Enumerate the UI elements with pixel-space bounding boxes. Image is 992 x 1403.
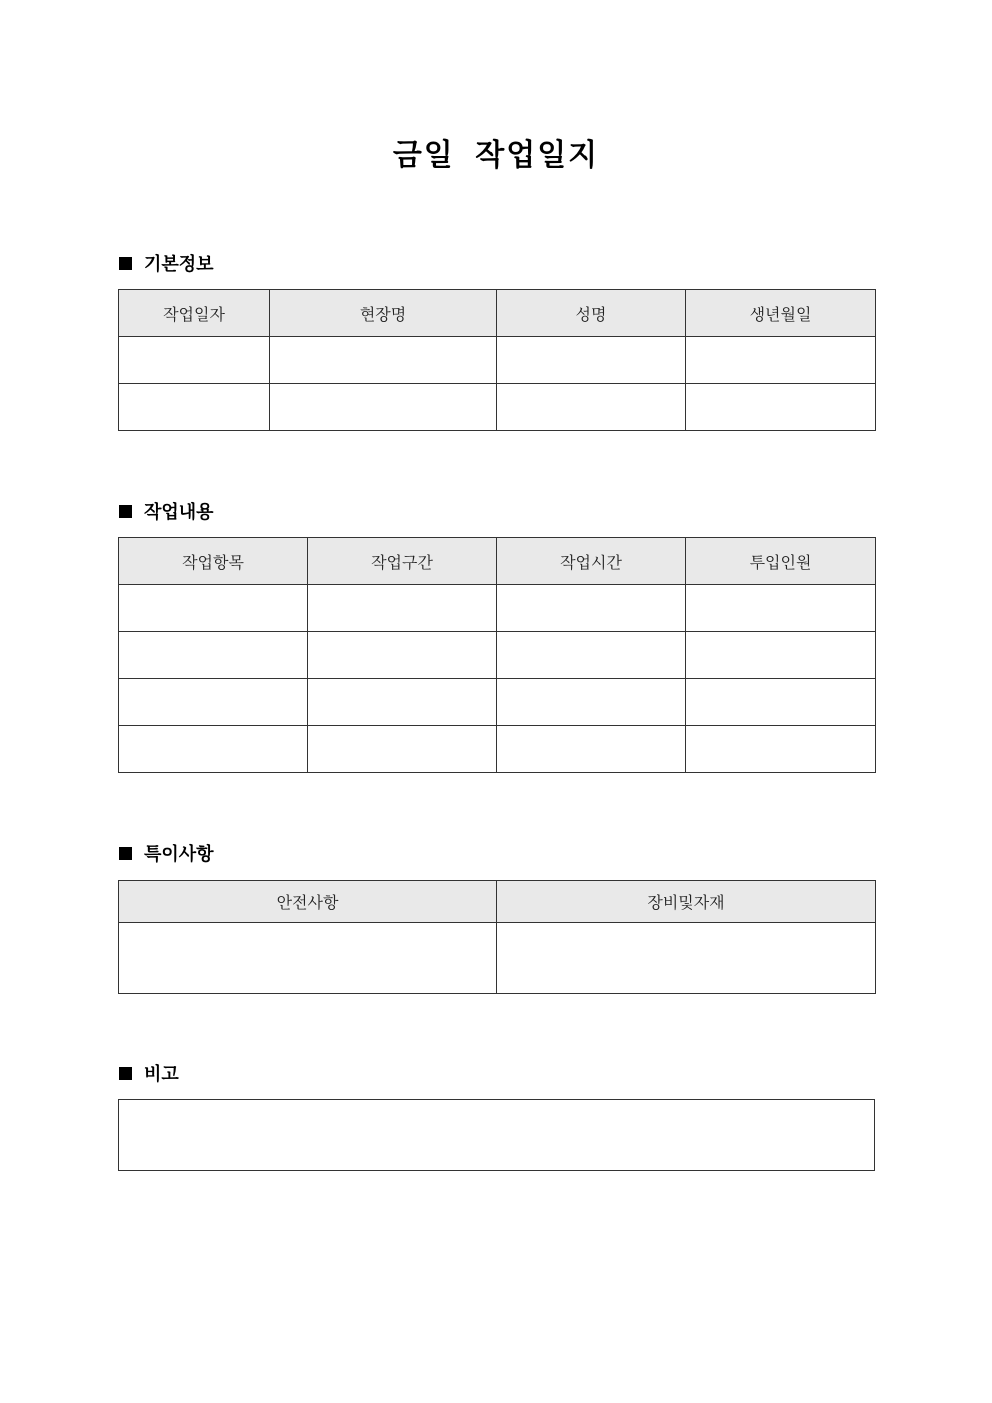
input-cell-name[interactable] (497, 384, 686, 431)
table-row (119, 384, 876, 431)
section-heading-label: 작업내용 (144, 502, 214, 523)
input-cell-work-item[interactable] (119, 632, 308, 679)
column-header-personnel: 투입인원 (686, 538, 876, 585)
column-header-equipment-materials: 장비및자재 (497, 881, 876, 923)
section-heading-label: 기본정보 (144, 254, 214, 275)
input-cell-work-item[interactable] (119, 585, 308, 632)
remarks-input-box[interactable] (118, 1099, 875, 1171)
input-cell-birth-date[interactable] (686, 384, 876, 431)
input-cell-work-section[interactable] (308, 585, 497, 632)
input-cell-work-item[interactable] (119, 679, 308, 726)
input-cell-site-name[interactable] (270, 384, 497, 431)
input-cell-work-item[interactable] (119, 726, 308, 773)
table-row (119, 726, 876, 773)
column-header-site-name: 현장명 (270, 290, 497, 337)
input-cell-work-section[interactable] (308, 632, 497, 679)
input-cell-personnel[interactable] (686, 679, 876, 726)
column-header-work-item: 작업항목 (119, 538, 308, 585)
input-cell-work-time[interactable] (497, 585, 686, 632)
input-cell-work-section[interactable] (308, 679, 497, 726)
table-header-row (119, 290, 876, 337)
black-square-icon (119, 257, 132, 270)
input-cell-work-date[interactable] (119, 337, 270, 384)
input-cell-equipment-materials[interactable] (497, 923, 876, 994)
table-row (119, 923, 876, 994)
column-header-work-section: 작업구간 (308, 538, 497, 585)
column-header-birth-date: 생년월일 (686, 290, 876, 337)
table-row (119, 679, 876, 726)
input-cell-work-section[interactable] (308, 726, 497, 773)
column-header-name: 성명 (497, 290, 686, 337)
section-heading-label: 특이사항 (144, 844, 214, 865)
input-cell-safety-matters[interactable] (119, 923, 497, 994)
table-row (119, 337, 876, 384)
input-cell-site-name[interactable] (270, 337, 497, 384)
input-cell-work-time[interactable] (497, 632, 686, 679)
section-heading-label: 비고 (144, 1064, 179, 1085)
black-square-icon (119, 505, 132, 518)
input-cell-birth-date[interactable] (686, 337, 876, 384)
section-heading-special-notes (119, 843, 214, 867)
section-heading-basic-info (119, 253, 214, 277)
black-square-icon (119, 847, 132, 860)
input-cell-work-time[interactable] (497, 679, 686, 726)
black-square-icon (119, 1067, 132, 1080)
column-header-work-date: 작업일자 (119, 290, 270, 337)
section-heading-remarks (119, 1063, 179, 1087)
table-header-row (119, 881, 876, 923)
page-title: 금일 작업일지 (392, 138, 600, 173)
input-cell-work-time[interactable] (497, 726, 686, 773)
basic-info-table (118, 289, 876, 431)
column-header-safety-matters: 안전사항 (119, 881, 497, 923)
input-cell-personnel[interactable] (686, 632, 876, 679)
input-cell-work-date[interactable] (119, 384, 270, 431)
work-content-table (118, 537, 876, 773)
column-header-work-time: 작업시간 (497, 538, 686, 585)
input-cell-name[interactable] (497, 337, 686, 384)
section-heading-work-content (119, 501, 214, 525)
table-row (119, 632, 876, 679)
table-header-row (119, 538, 876, 585)
input-cell-personnel[interactable] (686, 585, 876, 632)
table-row (119, 585, 876, 632)
input-cell-personnel[interactable] (686, 726, 876, 773)
special-notes-table (118, 880, 876, 994)
